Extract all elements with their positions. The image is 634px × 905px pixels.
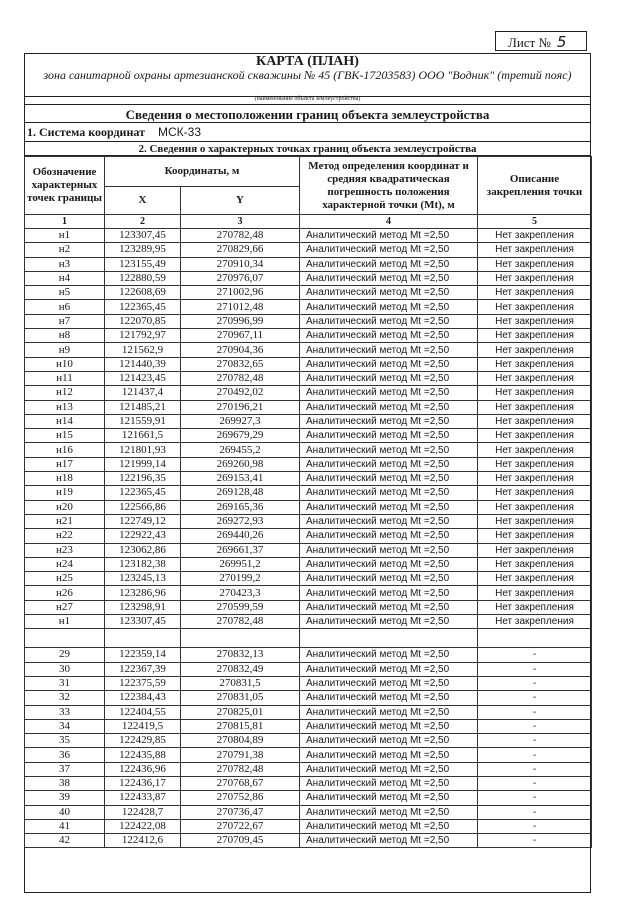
col-number: 3: [181, 215, 300, 229]
y-coordinate-cell: 270791,38: [181, 748, 300, 762]
point-id-cell: 37: [25, 762, 105, 776]
x-coordinate-cell: 121792,97: [105, 329, 181, 343]
y-coordinate-cell: 269272,93: [181, 514, 300, 528]
point-id-cell: н24: [25, 557, 105, 571]
table-row: [25, 500, 592, 514]
col-point-header: Обозначение характерных точек границы: [25, 157, 105, 215]
point-id-cell: н20: [25, 500, 105, 514]
y-coordinate-cell: 270709,45: [181, 834, 300, 848]
y-coordinate-cell: 270782,48: [181, 371, 300, 385]
method-cell: Аналитический метод Mt =2,50: [300, 429, 478, 443]
description-cell: Нет закрепления: [478, 414, 592, 428]
point-id-cell: н1: [25, 615, 105, 629]
point-id-cell: н21: [25, 514, 105, 528]
description-cell: -: [478, 748, 592, 762]
point-id-cell: н11: [25, 371, 105, 385]
col-coords-header: Координаты, м: [105, 157, 300, 187]
table-row: [25, 271, 592, 285]
y-coordinate-cell: 270910,34: [181, 257, 300, 271]
description-cell: Нет закрепления: [478, 472, 592, 486]
description-cell: Нет закрепления: [478, 300, 592, 314]
method-cell: Аналитический метод Mt =2,50: [300, 300, 478, 314]
point-id-cell: 42: [25, 834, 105, 848]
x-coordinate-cell: 122429,85: [105, 734, 181, 748]
description-cell: Нет закрепления: [478, 500, 592, 514]
x-coordinate-cell: 122365,45: [105, 300, 181, 314]
y-coordinate-cell: 270996,99: [181, 314, 300, 328]
method-cell: Аналитический метод Mt =2,50: [300, 748, 478, 762]
method-cell: Аналитический метод Mt =2,50: [300, 486, 478, 500]
point-id-cell: 41: [25, 819, 105, 833]
y-coordinate-cell: 270831,05: [181, 691, 300, 705]
point-id-cell: н5: [25, 286, 105, 300]
blank-cell: [105, 629, 181, 648]
x-coordinate-cell: 123245,13: [105, 572, 181, 586]
description-cell: -: [478, 662, 592, 676]
table-row: [25, 572, 592, 586]
sheet-number: 5: [556, 33, 567, 51]
method-cell: Аналитический метод Mt =2,50: [300, 557, 478, 571]
description-cell: -: [478, 776, 592, 790]
table-row: [25, 734, 592, 748]
table-row: [25, 805, 592, 819]
x-coordinate-cell: 123289,95: [105, 243, 181, 257]
point-id-cell: н10: [25, 357, 105, 371]
description-cell: Нет закрепления: [478, 586, 592, 600]
description-cell: Нет закрепления: [478, 557, 592, 571]
y-coordinate-cell: 270976,07: [181, 271, 300, 285]
y-coordinate-cell: 270832,13: [181, 648, 300, 662]
y-coordinate-cell: 270782,48: [181, 229, 300, 243]
table-row: [25, 557, 592, 571]
method-cell: Аналитический метод Mt =2,50: [300, 500, 478, 514]
table-row: [25, 615, 592, 629]
x-coordinate-cell: 123307,45: [105, 229, 181, 243]
method-cell: Аналитический метод Mt =2,50: [300, 676, 478, 690]
description-cell: Нет закрепления: [478, 572, 592, 586]
x-coordinate-cell: 123298,91: [105, 600, 181, 614]
y-coordinate-cell: 270196,21: [181, 400, 300, 414]
description-cell: Нет закрепления: [478, 615, 592, 629]
table-row: [25, 791, 592, 805]
point-id-cell: н15: [25, 429, 105, 443]
point-id-cell: н19: [25, 486, 105, 500]
method-cell: Аналитический метод Mt =2,50: [300, 371, 478, 385]
table-row: [25, 648, 592, 662]
description-cell: Нет закрепления: [478, 543, 592, 557]
method-cell: Аналитический метод Mt =2,50: [300, 734, 478, 748]
point-id-cell: 31: [25, 676, 105, 690]
method-cell: Аналитический метод Mt =2,50: [300, 257, 478, 271]
point-id-cell: н14: [25, 414, 105, 428]
table-row: [25, 300, 592, 314]
x-coordinate-cell: 121423,45: [105, 371, 181, 385]
x-coordinate-cell: 122196,35: [105, 472, 181, 486]
coordinate-system-value: МСК-33: [158, 125, 201, 139]
table-row: [25, 529, 592, 543]
description-cell: Нет закрепления: [478, 386, 592, 400]
description-cell: Нет закрепления: [478, 429, 592, 443]
method-cell: Аналитический метод Mt =2,50: [300, 600, 478, 614]
description-cell: Нет закрепления: [478, 400, 592, 414]
col-number: 4: [300, 215, 478, 229]
x-coordinate-cell: 121437,4: [105, 386, 181, 400]
method-cell: Аналитический метод Mt =2,50: [300, 357, 478, 371]
method-cell: Аналитический метод Mt =2,50: [300, 648, 478, 662]
method-cell: Аналитический метод Mt =2,50: [300, 543, 478, 557]
table-row: [25, 719, 592, 733]
point-id-cell: н1: [25, 229, 105, 243]
object-name-note: (наименование объекта землеустройства): [254, 96, 361, 102]
description-cell: Нет закрепления: [478, 529, 592, 543]
x-coordinate-cell: 122422,08: [105, 819, 181, 833]
method-cell: Аналитический метод Mt =2,50: [300, 472, 478, 486]
y-coordinate-cell: 270967,11: [181, 329, 300, 343]
x-coordinate-cell: 122428,7: [105, 805, 181, 819]
method-cell: Аналитический метод Mt =2,50: [300, 329, 478, 343]
table-row: [25, 514, 592, 528]
x-coordinate-cell: 122435,88: [105, 748, 181, 762]
method-cell: Аналитический метод Mt =2,50: [300, 414, 478, 428]
x-coordinate-cell: 122070,85: [105, 314, 181, 328]
method-cell: Аналитический метод Mt =2,50: [300, 776, 478, 790]
x-coordinate-cell: 122384,43: [105, 691, 181, 705]
description-cell: -: [478, 719, 592, 733]
y-coordinate-cell: 270904,36: [181, 343, 300, 357]
description-cell: -: [478, 705, 592, 719]
x-coordinate-cell: 122359,14: [105, 648, 181, 662]
method-cell: Аналитический метод Mt =2,50: [300, 343, 478, 357]
x-coordinate-cell: 123155,49: [105, 257, 181, 271]
table-row: [25, 343, 592, 357]
y-coordinate-cell: 270832,49: [181, 662, 300, 676]
table-row: [25, 486, 592, 500]
x-coordinate-cell: 122922,43: [105, 529, 181, 543]
x-coordinate-cell: 123286,96: [105, 586, 181, 600]
y-coordinate-cell: 270782,48: [181, 615, 300, 629]
method-cell: Аналитический метод Mt =2,50: [300, 662, 478, 676]
description-cell: -: [478, 648, 592, 662]
x-coordinate-cell: 123182,38: [105, 557, 181, 571]
description-cell: Нет закрепления: [478, 229, 592, 243]
x-coordinate-cell: 121440,39: [105, 357, 181, 371]
description-cell: -: [478, 691, 592, 705]
x-coordinate-cell: 122880,59: [105, 271, 181, 285]
description-cell: Нет закрепления: [478, 271, 592, 285]
method-cell: Аналитический метод Mt =2,50: [300, 243, 478, 257]
description-cell: Нет закрепления: [478, 457, 592, 471]
method-cell: Аналитический метод Mt =2,50: [300, 529, 478, 543]
y-coordinate-cell: 269153,41: [181, 472, 300, 486]
x-coordinate-cell: 123307,45: [105, 615, 181, 629]
description-cell: Нет закрепления: [478, 600, 592, 614]
point-id-cell: 35: [25, 734, 105, 748]
method-cell: Аналитический метод Mt =2,50: [300, 705, 478, 719]
description-cell: Нет закрепления: [478, 329, 592, 343]
point-id-cell: н4: [25, 271, 105, 285]
point-id-cell: 40: [25, 805, 105, 819]
table-row: [25, 586, 592, 600]
x-coordinate-cell: 122608,69: [105, 286, 181, 300]
x-coordinate-cell: 122749,12: [105, 514, 181, 528]
x-coordinate-cell: 122433,87: [105, 791, 181, 805]
x-coordinate-cell: 122375,59: [105, 676, 181, 690]
description-cell: -: [478, 834, 592, 848]
point-id-cell: н16: [25, 443, 105, 457]
y-coordinate-cell: 269661,37: [181, 543, 300, 557]
description-cell: -: [478, 805, 592, 819]
point-id-cell: 36: [25, 748, 105, 762]
point-id-cell: н2: [25, 243, 105, 257]
method-cell: Аналитический метод Mt =2,50: [300, 386, 478, 400]
y-coordinate-cell: 269951,2: [181, 557, 300, 571]
table-row: [25, 357, 592, 371]
blank-cell: [478, 629, 592, 648]
description-cell: Нет закрепления: [478, 243, 592, 257]
table-row: [25, 371, 592, 385]
y-coordinate-cell: 271012,48: [181, 300, 300, 314]
col-y-header: Y: [181, 187, 300, 215]
table-row: [25, 286, 592, 300]
point-id-cell: н22: [25, 529, 105, 543]
y-coordinate-cell: 270825,01: [181, 705, 300, 719]
point-id-cell: н23: [25, 543, 105, 557]
blank-cell: [25, 629, 105, 648]
y-coordinate-cell: 270831,5: [181, 676, 300, 690]
section-heading: Сведения о местоположении границ объекта землеустройства: [24, 104, 591, 123]
description-cell: Нет закрепления: [478, 343, 592, 357]
x-coordinate-cell: 121485,21: [105, 400, 181, 414]
description-cell: -: [478, 734, 592, 748]
y-coordinate-cell: 270492,02: [181, 386, 300, 400]
x-coordinate-cell: 122436,96: [105, 762, 181, 776]
table-row: [25, 443, 592, 457]
method-cell: Аналитический метод Mt =2,50: [300, 443, 478, 457]
method-cell: Аналитический метод Mt =2,50: [300, 572, 478, 586]
y-coordinate-cell: 270829,66: [181, 243, 300, 257]
point-id-cell: н8: [25, 329, 105, 343]
x-coordinate-cell: 121999,14: [105, 457, 181, 471]
point-id-cell: н3: [25, 257, 105, 271]
point-id-cell: н13: [25, 400, 105, 414]
method-cell: Аналитический метод Mt =2,50: [300, 834, 478, 848]
col-x-header: X: [105, 187, 181, 215]
table-row: [25, 472, 592, 486]
x-coordinate-cell: 122436,17: [105, 776, 181, 790]
point-id-cell: 39: [25, 791, 105, 805]
sheet-label: Лист №: [508, 35, 551, 50]
y-coordinate-cell: 269455,2: [181, 443, 300, 457]
points-heading: 2. Сведения о характерных точках границ объекта землеустройства: [24, 142, 591, 156]
method-cell: Аналитический метод Mt =2,50: [300, 586, 478, 600]
x-coordinate-cell: 122566,86: [105, 500, 181, 514]
table-row: [25, 543, 592, 557]
table-row: [25, 600, 592, 614]
blank-cell: [181, 629, 300, 648]
point-id-cell: н26: [25, 586, 105, 600]
point-id-cell: 32: [25, 691, 105, 705]
points-table: [24, 156, 592, 848]
table-row: [25, 429, 592, 443]
table-row: [25, 748, 592, 762]
point-id-cell: н12: [25, 386, 105, 400]
description-cell: Нет закрепления: [478, 371, 592, 385]
document-subtitle: зона санитарной охраны артезианской скважины № 45 (ГВК-17203583) ООО "Водник" (третий пояс): [43, 68, 572, 82]
method-cell: Аналитический метод Mt =2,50: [300, 615, 478, 629]
method-cell: Аналитический метод Mt =2,50: [300, 514, 478, 528]
y-coordinate-cell: 269128,48: [181, 486, 300, 500]
x-coordinate-cell: 122419,5: [105, 719, 181, 733]
y-coordinate-cell: 270423,3: [181, 586, 300, 600]
table-row: [25, 457, 592, 471]
table-row: [25, 819, 592, 833]
point-id-cell: 30: [25, 662, 105, 676]
y-coordinate-cell: 269260,98: [181, 457, 300, 471]
y-coordinate-cell: 270804,89: [181, 734, 300, 748]
blank-separator-row: [25, 629, 592, 648]
coordinate-system-label: 1. Система координат: [27, 125, 145, 139]
col-number: 2: [105, 215, 181, 229]
y-coordinate-cell: 270722,67: [181, 819, 300, 833]
sheet-number-box: [495, 31, 587, 51]
method-cell: Аналитический метод Mt =2,50: [300, 691, 478, 705]
method-cell: Аналитический метод Mt =2,50: [300, 271, 478, 285]
point-id-cell: н7: [25, 314, 105, 328]
table-row: [25, 400, 592, 414]
point-id-cell: н6: [25, 300, 105, 314]
y-coordinate-cell: 270815,81: [181, 719, 300, 733]
point-id-cell: н27: [25, 600, 105, 614]
table-row: [25, 386, 592, 400]
point-id-cell: 33: [25, 705, 105, 719]
y-coordinate-cell: 269165,36: [181, 500, 300, 514]
y-coordinate-cell: 270752,86: [181, 791, 300, 805]
point-id-cell: 38: [25, 776, 105, 790]
table-row: [25, 834, 592, 848]
point-id-cell: н9: [25, 343, 105, 357]
method-cell: Аналитический метод Mt =2,50: [300, 762, 478, 776]
description-cell: Нет закрепления: [478, 486, 592, 500]
table-row: [25, 257, 592, 271]
blank-cell: [300, 629, 478, 648]
point-id-cell: 29: [25, 648, 105, 662]
description-cell: Нет закрепления: [478, 443, 592, 457]
description-cell: Нет закрепления: [478, 286, 592, 300]
description-cell: -: [478, 819, 592, 833]
y-coordinate-cell: 269927,3: [181, 414, 300, 428]
method-cell: Аналитический метод Mt =2,50: [300, 719, 478, 733]
table-row: [25, 705, 592, 719]
col-number: 5: [478, 215, 592, 229]
y-coordinate-cell: 270599,59: [181, 600, 300, 614]
description-cell: Нет закрепления: [478, 257, 592, 271]
table-row: [25, 776, 592, 790]
point-id-cell: н18: [25, 472, 105, 486]
description-cell: Нет закрепления: [478, 314, 592, 328]
point-id-cell: 34: [25, 719, 105, 733]
method-cell: Аналитический метод Mt =2,50: [300, 819, 478, 833]
x-coordinate-cell: 121801,93: [105, 443, 181, 457]
description-cell: -: [478, 676, 592, 690]
x-coordinate-cell: 121562,9: [105, 343, 181, 357]
description-cell: -: [478, 762, 592, 776]
y-coordinate-cell: 270768,67: [181, 776, 300, 790]
method-cell: Аналитический метод Mt =2,50: [300, 805, 478, 819]
x-coordinate-cell: 122365,45: [105, 486, 181, 500]
x-coordinate-cell: 122404,55: [105, 705, 181, 719]
y-coordinate-cell: 270736,47: [181, 805, 300, 819]
table-row: [25, 414, 592, 428]
method-cell: Аналитический метод Mt =2,50: [300, 229, 478, 243]
y-coordinate-cell: 270782,48: [181, 762, 300, 776]
description-cell: Нет закрепления: [478, 514, 592, 528]
col-method-header: Метод определения координат и средняя квадратическая погрешность положения характерной точки (Mt), м: [300, 157, 478, 215]
description-cell: Нет закрепления: [478, 357, 592, 371]
x-coordinate-cell: 121559,91: [105, 414, 181, 428]
y-coordinate-cell: 271002,96: [181, 286, 300, 300]
description-cell: -: [478, 791, 592, 805]
y-coordinate-cell: 269679,29: [181, 429, 300, 443]
x-coordinate-cell: 121661,5: [105, 429, 181, 443]
table-row: [25, 762, 592, 776]
table-row: [25, 229, 592, 243]
document-title: КАРТА (ПЛАН): [256, 54, 359, 69]
point-id-cell: н25: [25, 572, 105, 586]
table-row: [25, 662, 592, 676]
table-row: [25, 243, 592, 257]
x-coordinate-cell: 122412,6: [105, 834, 181, 848]
col-description-header: Описание закрепления точки: [478, 157, 592, 215]
method-cell: Аналитический метод Mt =2,50: [300, 400, 478, 414]
col-number: 1: [25, 215, 105, 229]
y-coordinate-cell: 270832,65: [181, 357, 300, 371]
coordinate-system-row: [24, 123, 591, 142]
point-id-cell: н17: [25, 457, 105, 471]
method-cell: Аналитический метод Mt =2,50: [300, 457, 478, 471]
method-cell: Аналитический метод Mt =2,50: [300, 314, 478, 328]
table-row: [25, 676, 592, 690]
table-row: [25, 691, 592, 705]
table-row: [25, 329, 592, 343]
method-cell: Аналитический метод Mt =2,50: [300, 286, 478, 300]
x-coordinate-cell: 122367,39: [105, 662, 181, 676]
method-cell: Аналитический метод Mt =2,50: [300, 791, 478, 805]
y-coordinate-cell: 270199,2: [181, 572, 300, 586]
y-coordinate-cell: 269440,26: [181, 529, 300, 543]
x-coordinate-cell: 123062,86: [105, 543, 181, 557]
table-row: [25, 314, 592, 328]
